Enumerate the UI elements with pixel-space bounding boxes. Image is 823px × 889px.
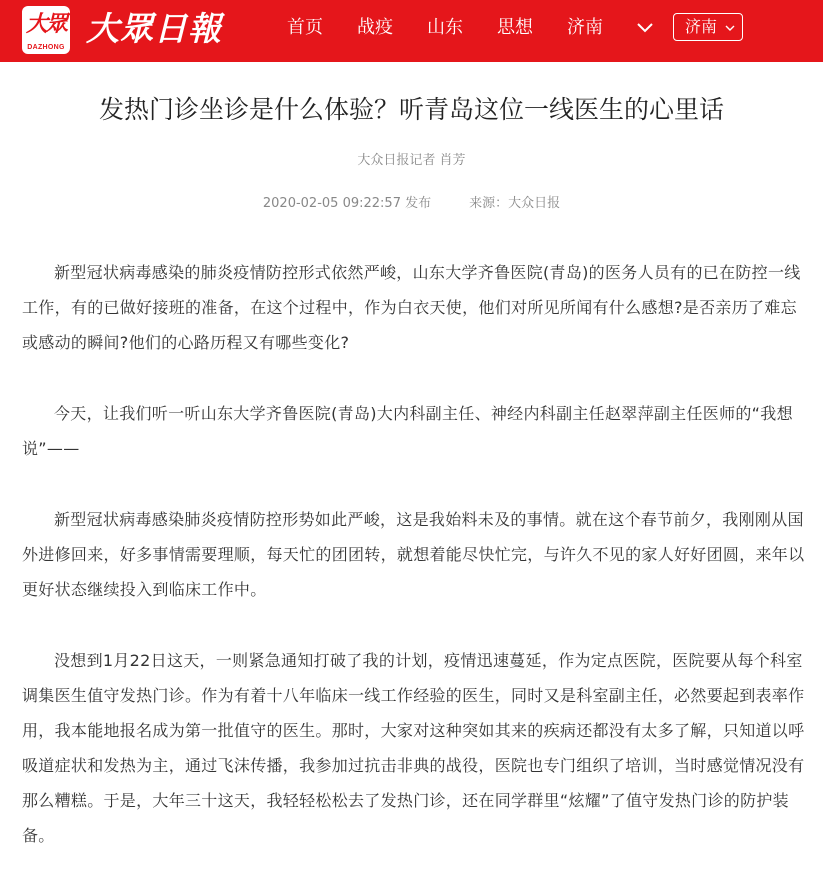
chevron-down-icon <box>724 22 736 34</box>
article-paragraph: 没想到1月22日这天，一则紧急通知打破了我的计划，疫情迅速蔓延，作为定点医院，医院要从每个科室调集医生值守发热门诊。作为有着十八年临床一线工作经验的医生，同时又是科室副主任，必然要起到表率作用，我本能地报名成为第一批值守的医生。那时，大家对这种突如其来的疾病还都没有太多了解，只知道以呼吸道症状和发热为主，通过飞沫传播，我参加过抗击非典的战役，医院也专门组织了培训，当时感觉情况没有那么糟糕。于是，大年三十这天，我轻轻松松去了发热门诊，还在同学群里“炫耀”了值守发热门诊的防护装备。 <box>22 651 805 845</box>
nav-item-epidemic[interactable]: 战疫 <box>357 17 393 38</box>
article-paragraph: 今天，让我们听一听山东大学齐鲁医院(青岛)大内科副主任、神经内科副主任赵翠萍副主任医师的“我想说”—— <box>22 404 793 458</box>
article-title: 发热门诊坐诊是什么体验？听青岛这位一线医生的心里话 <box>98 95 724 124</box>
city-select[interactable] <box>673 13 743 41</box>
logo-glyph: 大眾 <box>25 11 66 37</box>
nav-item-home[interactable]: 首页 <box>287 17 323 38</box>
logo-badge[interactable] <box>22 6 70 54</box>
article-paragraph: 新型冠状病毒感染肺炎疫情防控形势如此严峻，这是我始料未及的事情。就在这个春节前夕，我刚刚从国外进修回来，好多事情需要理顺，每天忙的团团转，就想着能尽快忙完，与许久不见的家人好好团圆，来年以更好状态继续投入到临床工作中。 <box>22 510 805 599</box>
nav-more-button[interactable] <box>633 16 657 40</box>
chevron-down-icon <box>633 16 657 40</box>
publish-time: 2020-02-05 09:22:57 发布 <box>262 196 432 211</box>
article-paragraph: 新型冠状病毒感染的肺炎疫情防控形式依然严峻，山东大学齐鲁医院(青岛)的医务人员有的已在防控一线工作，有的已做好接班的准备，在这个过程中，作为白衣天使，他们对所见所闻有什么感想?是否亲历了难忘或感动的瞬间?他们的心路历程又有哪些变化? <box>22 263 801 352</box>
logo-subtitle: DAZHONG <box>27 44 65 51</box>
article-source: 来源：大众日报 <box>469 196 561 211</box>
article-byline: 大众日报记者 肖芳 <box>357 153 466 168</box>
nav-item-jinan[interactable]: 济南 <box>567 17 603 38</box>
nav-item-thought[interactable]: 思想 <box>497 17 533 38</box>
article-body <box>22 255 812 889</box>
city-select-value: 济南 <box>685 17 718 36</box>
article-meta <box>0 193 823 215</box>
top-header <box>0 0 823 62</box>
brand-wordmark[interactable]: 大眾日報 <box>86 9 222 48</box>
nav-item-shandong[interactable]: 山东 <box>427 17 463 38</box>
